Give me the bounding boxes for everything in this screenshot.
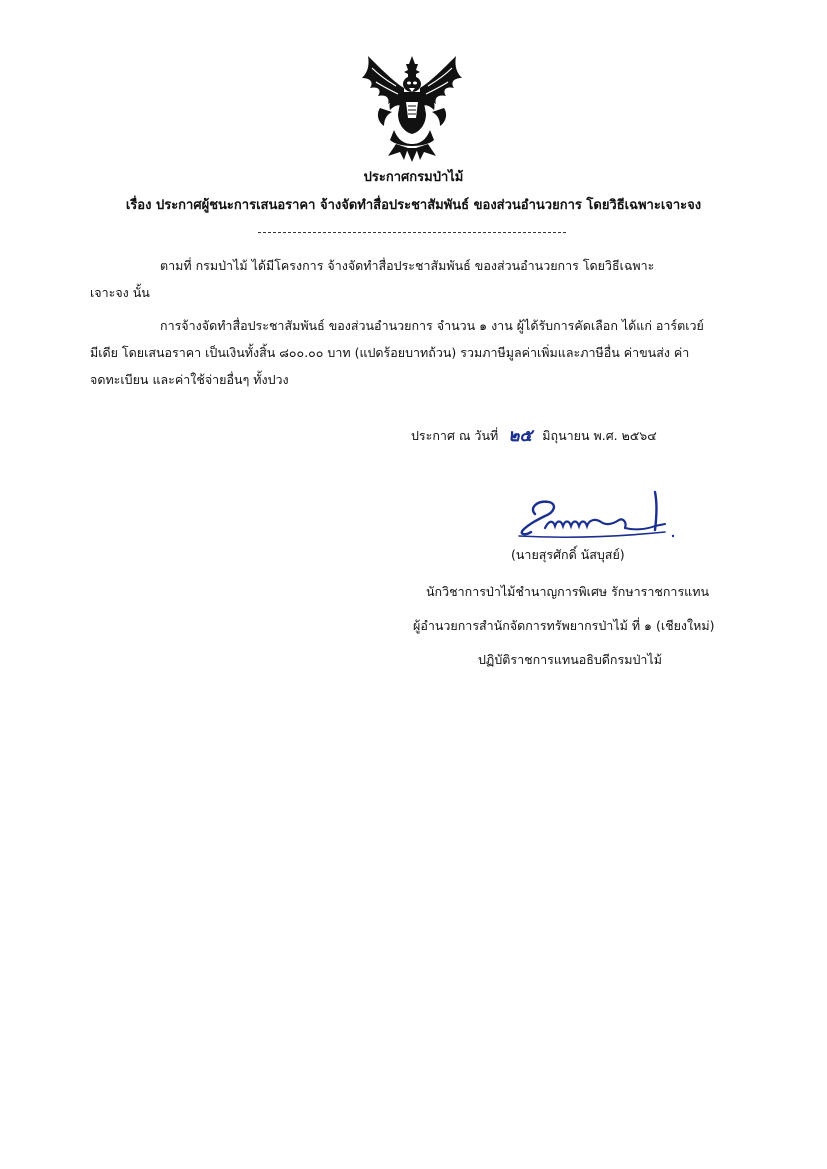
announcement-prefix: ประกาศ ณ วันที่	[411, 428, 499, 443]
signer-position-1: นักวิชาการป่าไม้ชำนาญการพิเศษ รักษาราชการแทน	[426, 584, 709, 599]
paragraph-1-line-2: เจาะจง นั้น	[90, 285, 150, 300]
announcement-date	[411, 427, 657, 445]
announcement-day: ๒๕	[508, 426, 533, 446]
document-subject: เรื่อง ประกาศผู้ชนะการเสนอราคา จ้างจัดทำสื่อประชาสัมพันธ์ ของส่วนอำนวยการ โดยวิธีเฉพาะเจาะจง	[125, 198, 702, 213]
garuda-emblem-icon	[360, 52, 464, 164]
signer-position-3: ปฏิบัติราชการแทนอธิบดีกรมป่าไม้	[478, 652, 662, 667]
paragraph-2-line-2: มีเดีย โดยเสนอราคา เป็นเงินทั้งสิ้น ๘๐๐.๐๐ บาท (แปดร้อยบาทถ้วน) รวมภาษีมูลค่าเพิ่มและภาษีอื่น ค่าขนส่ง ค่า	[90, 345, 690, 360]
announcement-month-year: มิถุนายน พ.ศ. ๒๕๖๔	[542, 428, 657, 443]
title-divider	[258, 232, 566, 233]
paragraph-2-line-1: การจ้างจัดทำสื่อประชาสัมพันธ์ ของส่วนอำนวยการ จำนวน ๑ งาน ผู้ได้รับการคัดเลือก ได้แก่ อาร์ตเวย์	[160, 318, 704, 333]
signer-position-2: ผู้อำนวยการสำนักจัดการทรัพยากรป่าไม้ ที่ ๑ (เชียงใหม่)	[413, 618, 715, 633]
handwritten-signature	[515, 488, 685, 544]
document-title: ประกาศกรมป่าไม้	[363, 170, 464, 185]
signer-name: (นายสุรศักดิ์ นัสบุสย์)	[511, 547, 625, 562]
paragraph-1-line-1: ตามที่ กรมป่าไม้ ได้มีโครงการ จ้างจัดทำสื่อประชาสัมพันธ์ ของส่วนอำนวยการ โดยวิธีเฉพาะ	[160, 258, 655, 273]
paragraph-2-line-3: จดทะเบียน และค่าใช้จ่ายอื่นๆ ทั้งปวง	[90, 372, 289, 387]
